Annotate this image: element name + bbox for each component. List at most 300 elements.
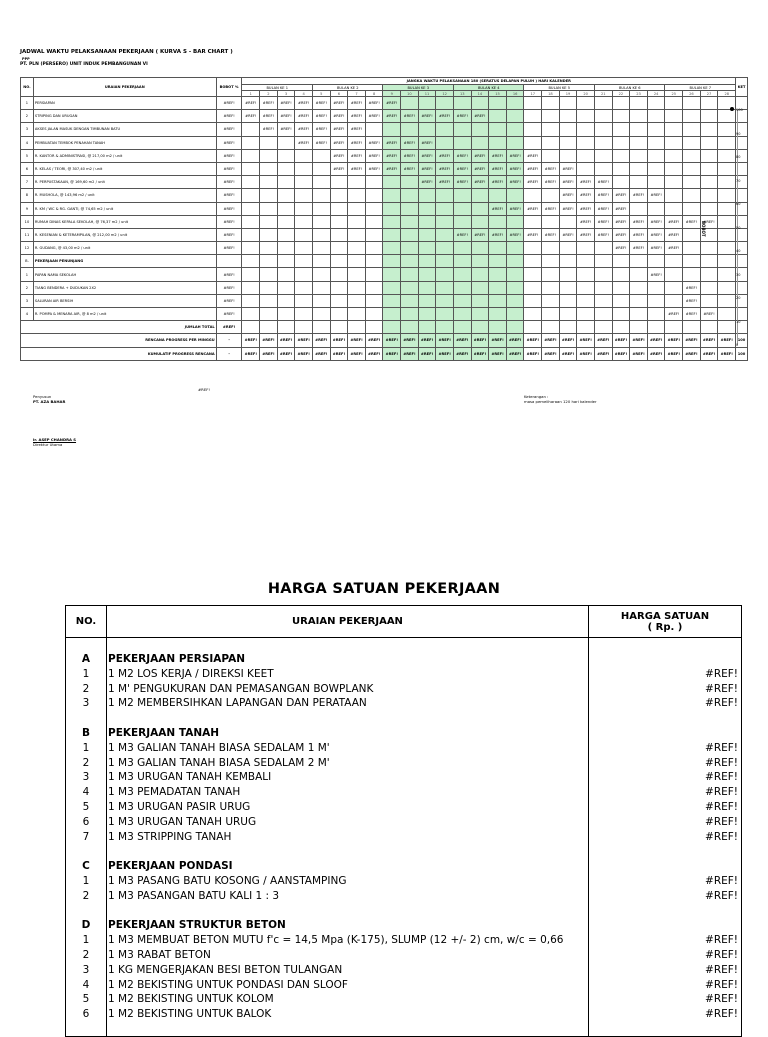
week-cell (559, 123, 577, 136)
schedule-row (21, 268, 748, 281)
week-cell (577, 149, 595, 162)
row-desc: R. PERPUSTAKAAN, @ 169,60 m2 / unit (33, 176, 216, 189)
week-cell: #REF! (348, 110, 366, 123)
week-cell: #REF! (612, 215, 630, 228)
week-cell: #REF! (365, 149, 383, 162)
row-no: 3 (21, 123, 34, 136)
row-no: 2 (21, 110, 34, 123)
week-cell: #REF! (383, 149, 401, 162)
week-cell (665, 176, 683, 189)
week-cell: #REF! (312, 97, 330, 110)
week-cell (436, 281, 454, 294)
week-cell (542, 123, 560, 136)
item-no: 1 (82, 741, 90, 754)
week-cell (260, 242, 278, 255)
week-cell (559, 321, 577, 334)
week-cell: #REF! (647, 268, 665, 281)
week-cell (330, 321, 348, 334)
row-desc: SALURAN AIR BERSIH (33, 294, 216, 307)
schedule-row (21, 255, 748, 268)
week-cell: #REF! (577, 334, 595, 347)
week-cell (630, 162, 648, 175)
week-cell (489, 189, 507, 202)
schedule-ppp-label: PPP (22, 57, 30, 61)
row-weight: #REF! (216, 202, 242, 215)
item-desc: 1 M2 BEKISTING UNTUK BALOK (108, 1008, 272, 1021)
week-cell: #REF! (260, 110, 278, 123)
week-cell: #REF! (630, 228, 648, 241)
week-cell (453, 294, 471, 307)
week-cell: #REF! (436, 110, 454, 123)
week-cell: #REF! (436, 334, 454, 347)
week-cell (295, 215, 313, 228)
item-price: #REF! (705, 786, 738, 799)
week-cell (683, 97, 701, 110)
row-desc: AKSES JALAN MASUK DENGAN TIMBUNAN BATU (33, 123, 216, 136)
row-desc: PEMBUATAN TEMBOK PENAHAN TANAH (33, 136, 216, 149)
row-weight: #REF! (216, 215, 242, 228)
week-cell (260, 136, 278, 149)
item-no: 7 (82, 830, 90, 843)
week-cell (559, 97, 577, 110)
week-cell (436, 189, 454, 202)
week-cell (471, 215, 489, 228)
week-cell: #REF! (295, 136, 313, 149)
week-cell (524, 123, 542, 136)
week-cell: #REF! (489, 176, 507, 189)
week-cell (594, 123, 612, 136)
week-cell (594, 162, 612, 175)
week-cell: #REF! (277, 97, 295, 110)
week-cell (647, 176, 665, 189)
item-desc: 1 M3 PEMADATAN TANAH (108, 786, 241, 799)
week-cell: #REF! (365, 334, 383, 347)
week-cell (718, 294, 736, 307)
week-cell: #REF! (295, 110, 313, 123)
week-cell (242, 202, 260, 215)
week-cell: #REF! (348, 123, 366, 136)
row-desc: R. GUDANG, @ 43,00 m2 / unit (33, 242, 216, 255)
week-cell (718, 123, 736, 136)
week-cell (348, 255, 366, 268)
week-cell (577, 268, 595, 281)
week-cell (365, 308, 383, 321)
week-cell (348, 321, 366, 334)
week-cell (330, 268, 348, 281)
week-cell (577, 242, 595, 255)
price-header (66, 606, 741, 638)
week-cell: #REF! (260, 123, 278, 136)
week-cell: #REF! (418, 162, 436, 175)
item-price: #REF! (705, 815, 738, 828)
item-desc: 1 M3 URUGAN TANAH URUG (108, 815, 257, 828)
week-cell (524, 308, 542, 321)
week-cell (401, 97, 419, 110)
week-cell (471, 281, 489, 294)
week-cell (418, 321, 436, 334)
week-cell (489, 110, 507, 123)
week-cell (542, 255, 560, 268)
item-price: #REF! (705, 934, 738, 947)
week-cell (524, 255, 542, 268)
week-cell (383, 321, 401, 334)
week-cell (401, 189, 419, 202)
week-cell (630, 176, 648, 189)
week-cell (542, 321, 560, 334)
week-cell (471, 308, 489, 321)
week-cell: #REF! (594, 202, 612, 215)
week-cell: #REF! (418, 149, 436, 162)
week-cell: #REF! (559, 162, 577, 175)
week-cell (594, 97, 612, 110)
week-cell (348, 176, 366, 189)
week-cell (577, 294, 595, 307)
week-cell (436, 321, 454, 334)
week-cell (295, 189, 313, 202)
row-weight (216, 255, 242, 268)
week-cell: #REF! (683, 281, 701, 294)
plan-weekly-row (21, 334, 748, 347)
week-cell (471, 97, 489, 110)
week-cell: #REF! (348, 97, 366, 110)
week-cell (506, 308, 524, 321)
row-desc: R. POMPA & MENARA AIR, @ 8 m2 / unit (33, 308, 216, 321)
row-no: 3 (21, 294, 34, 307)
s-curve-tick: 60 (736, 202, 741, 206)
week-cell (683, 162, 701, 175)
week-cell (647, 321, 665, 334)
row-weight: #REF! (216, 308, 242, 321)
week-header: 6 (330, 91, 348, 97)
week-cell (577, 321, 595, 334)
week-header: 28 (718, 91, 736, 97)
week-cell (348, 308, 366, 321)
week-cell: #REF! (295, 347, 313, 360)
week-cell (647, 136, 665, 149)
week-cell: #REF! (471, 334, 489, 347)
week-cell (383, 255, 401, 268)
price-table (65, 605, 742, 1037)
week-cell: #REF! (594, 347, 612, 360)
week-cell (683, 321, 701, 334)
week-header: 22 (612, 91, 630, 97)
week-cell: #REF! (559, 176, 577, 189)
week-cell (365, 281, 383, 294)
week-cell: #REF! (506, 162, 524, 175)
week-cell (630, 281, 648, 294)
week-cell (630, 202, 648, 215)
week-cell: #REF! (665, 242, 683, 255)
week-cell (612, 149, 630, 162)
week-cell (453, 321, 471, 334)
week-header: 26 (683, 91, 701, 97)
week-cell: #REF! (295, 97, 313, 110)
week-cell (506, 294, 524, 307)
week-cell (612, 136, 630, 149)
week-cell (365, 228, 383, 241)
week-cell: #REF! (559, 334, 577, 347)
week-cell (542, 149, 560, 162)
week-cell: #REF! (594, 189, 612, 202)
week-cell (401, 123, 419, 136)
row-weight: #REF! (216, 97, 242, 110)
month-header: BULAN KE 7 (665, 85, 736, 91)
week-cell: #REF! (524, 162, 542, 175)
week-cell (348, 189, 366, 202)
week-cell (683, 202, 701, 215)
week-cell (524, 321, 542, 334)
week-cell: #REF! (418, 334, 436, 347)
week-cell (471, 242, 489, 255)
week-cell (489, 136, 507, 149)
week-header: 8 (365, 91, 383, 97)
section-letter: C (82, 860, 90, 873)
week-cell (524, 268, 542, 281)
week-cell (383, 215, 401, 228)
week-header: 16 (506, 91, 524, 97)
week-cell (489, 294, 507, 307)
week-cell (559, 149, 577, 162)
week-cell: #REF! (524, 228, 542, 241)
week-cell (260, 189, 278, 202)
week-header: 24 (647, 91, 665, 97)
week-cell (647, 281, 665, 294)
item-no: 5 (82, 993, 90, 1006)
schedule-row (21, 202, 748, 215)
item-no: 2 (82, 756, 90, 769)
item-no: 2 (82, 949, 90, 961)
week-cell (453, 255, 471, 268)
schedule-row (21, 189, 748, 202)
month-header: BULAN KE 2 (312, 85, 383, 91)
week-cell (647, 149, 665, 162)
week-cell (577, 308, 595, 321)
week-cell (436, 202, 454, 215)
week-cell: #REF! (383, 110, 401, 123)
week-header: 21 (594, 91, 612, 97)
week-cell: #REF! (383, 136, 401, 149)
week-cell: #REF! (418, 347, 436, 360)
week-cell (718, 136, 736, 149)
week-cell (647, 202, 665, 215)
total-row-value: #REF! (216, 321, 242, 334)
week-cell (453, 202, 471, 215)
week-cell (365, 321, 383, 334)
week-cell (683, 242, 701, 255)
week-cell (577, 162, 595, 175)
s-curve-tick: 40 (736, 249, 741, 253)
col-no-header: NO. (21, 78, 34, 97)
week-cell (436, 97, 454, 110)
row-no: 12 (21, 242, 34, 255)
week-cell: #REF! (647, 215, 665, 228)
week-cell (683, 149, 701, 162)
week-cell (506, 189, 524, 202)
item-price: #REF! (705, 771, 738, 784)
week-cell (348, 268, 366, 281)
week-cell (295, 294, 313, 307)
week-cell (647, 123, 665, 136)
week-cell (242, 308, 260, 321)
s-curve-tick: 30 (736, 272, 741, 277)
week-cell (718, 149, 736, 162)
schedule-row (21, 281, 748, 294)
week-cell: #REF! (630, 215, 648, 228)
week-cell: #REF! (260, 334, 278, 347)
s-curve-tick: 70 (736, 178, 741, 183)
item-no: 6 (82, 815, 90, 828)
week-header: 3 (277, 91, 295, 97)
week-cell (489, 255, 507, 268)
week-cell: #REF! (401, 162, 419, 175)
total-row (21, 321, 748, 334)
item-price: #REF! (705, 830, 738, 843)
week-cell: #REF! (612, 334, 630, 347)
week-header: 10 (401, 91, 419, 97)
week-cell: #REF! (453, 162, 471, 175)
week-cell (471, 189, 489, 202)
week-header: 27 (700, 91, 718, 97)
week-cell (612, 294, 630, 307)
row-desc: R. KESENIAN & KETERAMPILAN, @ 212,00 m2 / unit (33, 228, 216, 241)
week-cell (312, 321, 330, 334)
week-cell: #REF! (401, 334, 419, 347)
week-cell (489, 321, 507, 334)
schedule-table (20, 77, 748, 361)
week-cell: #REF! (665, 228, 683, 241)
week-cell: #REF! (471, 347, 489, 360)
week-cell (542, 268, 560, 281)
week-cell (330, 281, 348, 294)
week-cell (683, 110, 701, 123)
item-desc: 1 M2 MEMBERSIHKAN LAPANGAN DAN PERATAAN (108, 697, 367, 710)
week-cell (647, 255, 665, 268)
week-cell (418, 202, 436, 215)
week-cell: #REF! (312, 110, 330, 123)
row-desc: PAPAN NAMA SEKOLAH (33, 268, 216, 281)
item-price: #REF! (705, 993, 738, 1006)
schedule-row (21, 308, 748, 321)
week-cell (489, 97, 507, 110)
week-cell (665, 268, 683, 281)
week-cell: #REF! (612, 202, 630, 215)
week-cell (312, 268, 330, 281)
week-cell (365, 202, 383, 215)
week-cell (242, 176, 260, 189)
week-cell (665, 202, 683, 215)
week-cell: #REF! (524, 202, 542, 215)
week-cell (577, 136, 595, 149)
week-cell (277, 321, 295, 334)
week-cell (260, 255, 278, 268)
week-header: 18 (542, 91, 560, 97)
week-cell: #REF! (277, 123, 295, 136)
col-ket-header: KET (736, 78, 748, 97)
week-cell (260, 162, 278, 175)
week-cell (718, 202, 736, 215)
week-header: 11 (418, 91, 436, 97)
week-cell: #REF! (383, 97, 401, 110)
week-cell: #REF! (330, 162, 348, 175)
week-cell (718, 189, 736, 202)
week-cell (383, 202, 401, 215)
week-cell (594, 242, 612, 255)
item-desc: 1 M3 PASANGAN BATU KALI 1 : 3 (108, 889, 280, 902)
week-cell (365, 294, 383, 307)
week-cell (401, 228, 419, 241)
schedule-owner: PT. PLN (PERSERO) UNIT INDUK PEMBANGUNAN VI (20, 62, 148, 67)
week-cell (718, 110, 736, 123)
week-cell (418, 255, 436, 268)
week-cell (383, 281, 401, 294)
plan-weekly-row-end: 100 (736, 334, 748, 347)
row-no: 9 (21, 202, 34, 215)
section-title: PEKERJAAN STRUKTUR BETON (108, 919, 286, 932)
row-desc: R. KM / WC & RG. GANTI, @ 74,65 m2 / unit (33, 202, 216, 215)
week-cell (700, 268, 718, 281)
row-desc: TIANG BENDERA + DUDUKAN 2X2 (33, 281, 216, 294)
week-cell (260, 228, 278, 241)
week-cell (683, 228, 701, 241)
week-cell: #REF! (330, 97, 348, 110)
week-cell: #REF! (542, 347, 560, 360)
week-cell (453, 268, 471, 281)
week-cell: #REF! (542, 334, 560, 347)
week-cell (647, 97, 665, 110)
row-weight: #REF! (216, 294, 242, 307)
week-cell (277, 308, 295, 321)
week-cell (295, 202, 313, 215)
week-cell (383, 268, 401, 281)
week-cell (436, 294, 454, 307)
week-cell: #REF! (330, 149, 348, 162)
week-cell (312, 215, 330, 228)
month-header: BULAN KE 6 (594, 85, 665, 91)
week-cell: #REF! (489, 334, 507, 347)
week-cell (471, 255, 489, 268)
week-cell (436, 136, 454, 149)
row-no: 7 (21, 176, 34, 189)
week-cell: #REF! (471, 149, 489, 162)
week-cell (665, 110, 683, 123)
week-cell: #REF! (577, 202, 595, 215)
week-cell (401, 268, 419, 281)
week-cell (489, 242, 507, 255)
week-cell (365, 189, 383, 202)
week-cell (594, 268, 612, 281)
week-cell (453, 189, 471, 202)
week-cell: #REF! (524, 176, 542, 189)
week-cell (594, 294, 612, 307)
section-title: PEKERJAAN TANAH (108, 727, 220, 739)
week-cell (612, 97, 630, 110)
week-cell (453, 242, 471, 255)
week-cell (559, 268, 577, 281)
week-cell: #REF! (471, 228, 489, 241)
week-cell (312, 202, 330, 215)
week-cell (506, 110, 524, 123)
week-cell: #REF! (330, 334, 348, 347)
week-cell (683, 268, 701, 281)
schedule-row (21, 294, 748, 307)
week-cell (665, 255, 683, 268)
week-cell (665, 281, 683, 294)
week-cell: #REF! (683, 308, 701, 321)
week-cell (277, 228, 295, 241)
week-cell (330, 228, 348, 241)
week-cell (559, 308, 577, 321)
week-cell: #REF! (559, 189, 577, 202)
